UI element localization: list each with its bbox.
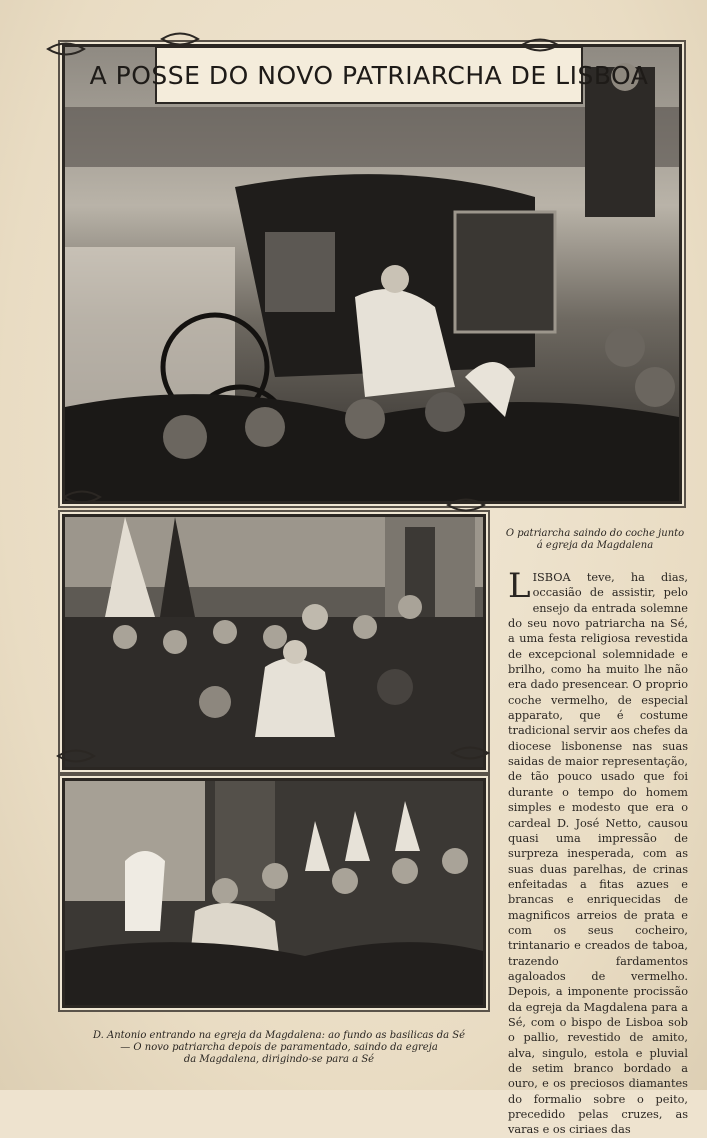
ribbon-ornament-icon <box>160 28 200 50</box>
ribbon-ornament-icon <box>450 742 490 764</box>
photo-d-antonio-entering-church <box>62 514 486 770</box>
caption-line: D. Antonio entrando na egreja da Magdalena: ao fundo as basilicas da Sé <box>92 1030 466 1041</box>
caption-bottom-photos <box>58 1030 500 1066</box>
title-banner <box>89 46 649 104</box>
ribbon-ornament-icon <box>62 486 102 508</box>
coach-scene-image <box>65 47 679 501</box>
ribbon-ornament-icon <box>446 494 486 516</box>
photo-patriarch-leaving-church <box>62 778 486 1008</box>
church-exit-image <box>65 781 483 1005</box>
ribbon-ornament-icon <box>520 34 560 56</box>
article-body: ISBOA teve, ha dias, occasião de assistir, pelo ensejo da entrada solemne do seu novo patriarcha na Sé, a uma festa religiosa revestida de excepcional solemnidade e brilho, como ha muito lhe não era dado presencear. O proprio coche vermelho, de especial apparato, que é costume tradicional servir aos chefes da diocese lisbonense nas suas saidas de maior representação, de tão pouco usado que foi durante o tempo do homem simples e modesto que era o cardeal D. José Netto, causou quasi uma impressão de surpreza inesperada, com as suas duas parelhas, de crinas enfeitadas a fitas azues e brancas e enriquecidas de magnificos arreios de prata e com os seus cocheiro, trintanario e creados de taboa, trazendo fardamentos agaloados de vermelho. Depois, a imponente procissão da egreja da Magdalena para a Sé, com o bispo de Lisboa sob o pallio, revestido de amito, alva, singulo, estola e pluvial de setim branco bordado a ouro, e os preciosos diamantes do formalio sobre o peito, precedido pelas cruzes, as varas e os ciriaes das <box>508 571 688 1137</box>
church-entrance-image <box>65 517 483 767</box>
caption-line: da Magdalena, dirigindo-se para a Sé <box>183 1054 375 1065</box>
ribbon-ornament-icon <box>46 38 86 60</box>
page-title: A POSSE DO NOVO PATRIARCHA DE LISBOA <box>89 60 649 90</box>
ribbon-ornament-icon <box>56 745 96 767</box>
caption-top-photo: O patriarcha saindo do coche junto á egreja da Magdalena <box>505 528 685 551</box>
article-dropcap: L <box>508 566 531 606</box>
article-text <box>508 566 688 1138</box>
photo-patriarch-leaving-coach <box>62 44 682 504</box>
caption-line: — O novo patriarcha depois de paramentado, saindo da egreja <box>120 1042 438 1053</box>
